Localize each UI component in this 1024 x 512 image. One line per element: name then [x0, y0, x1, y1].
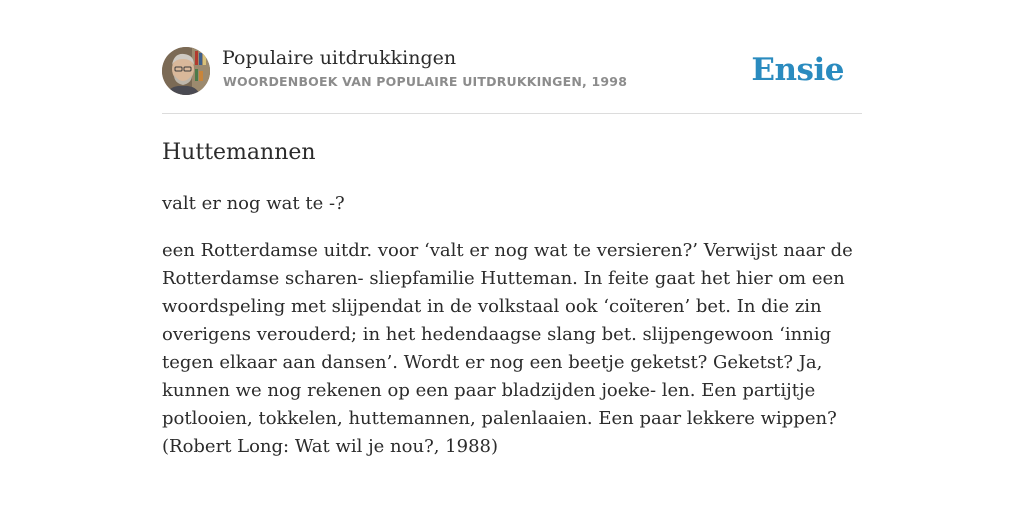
author-avatar[interactable] — [162, 47, 210, 95]
entry-card — [162, 0, 862, 512]
source-subtitle: WOORDENBOEK VAN POPULAIRE UITDRUKKINGEN, 1998 — [223, 74, 628, 89]
source-header — [162, 46, 862, 96]
author-portrait-image — [162, 47, 210, 95]
entry-lead: valt er nog wat te -? — [162, 193, 345, 214]
entry-body: een Rotterdamse uitdr. voor ‘valt er nog wat te versieren?’ Verwijst naar de Rotterdamse scharen- sliepfamilie Hutteman. In feite gaat het hier om een woordspeling met slijpendat in de volkstaal ook ‘coïteren’ bet. In die zin overigens verouderd; in het hedendaagse slang bet. slijpengewoon ‘innig tegen elkaar aan dansen’. Wordt er nog een beetje geketst? Geketst? Ja, kunnen we nog rekenen op een paar bladzijden joeke- len. Een partijtje potlooien, tokkelen, huttemannen, palenlaaien. Een paar lekkere wippen? (Robert Long: Wat wil je nou?, 1988) — [162, 240, 853, 457]
header-divider — [162, 113, 862, 114]
entry-title: Huttemannen — [162, 140, 316, 165]
ensie-logo[interactable]: Ensie — [751, 52, 844, 88]
source-title[interactable]: Populaire uitdrukkingen — [222, 47, 457, 69]
